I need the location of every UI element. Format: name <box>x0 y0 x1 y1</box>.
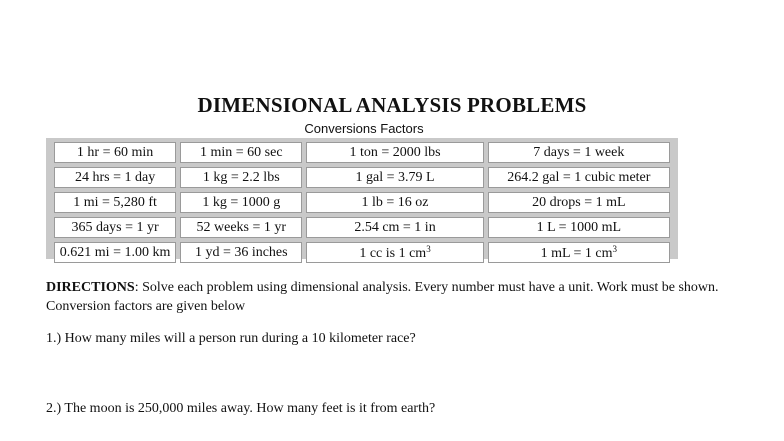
question-1: 1.) How many miles will a person run during a 10 kilometer race? <box>46 331 416 346</box>
table-cell: 1 yd = 36 inches <box>180 242 302 263</box>
table-cell: 1 kg = 2.2 lbs <box>180 167 302 188</box>
directions-paragraph <box>46 278 736 316</box>
table-cell: 1 gal = 3.79 L <box>306 167 483 188</box>
cell-text: 1 cc is 1 cm <box>359 245 427 261</box>
table-cell <box>488 242 670 263</box>
table-subtitle: Conversions Factors <box>304 121 424 136</box>
table-cell: 1 min = 60 sec <box>180 142 302 163</box>
table-row <box>54 217 670 238</box>
question-2: 2.) The moon is 250,000 miles away. How many feet is it from earth? <box>46 401 436 416</box>
table-cell: 1 ton = 2000 lbs <box>306 142 483 163</box>
table-cell: 0.621 mi = 1.00 km <box>54 242 176 263</box>
table-cell: 2.54 cm = 1 in <box>306 217 483 238</box>
table-cell: 24 hrs = 1 day <box>54 167 176 188</box>
table-cell: 7 days = 1 week <box>488 142 670 163</box>
table-row <box>54 167 670 188</box>
table-cell: 20 drops = 1 mL <box>488 192 670 213</box>
directions-text: : Solve each problem using dimensional analysis. Every number must have a unit. Work must be shown. Conversion factors are given below <box>46 280 719 314</box>
superscript: 3 <box>612 243 618 254</box>
table-row <box>54 192 670 213</box>
table-cell: 365 days = 1 yr <box>54 217 176 238</box>
table-row <box>54 242 670 263</box>
conversion-table <box>46 138 678 259</box>
table-cell: 1 lb = 16 oz <box>306 192 483 213</box>
table-cell <box>306 242 483 263</box>
table-cell: 264.2 gal = 1 cubic meter <box>488 167 670 188</box>
cell-text: 1 mL = 1 cm <box>540 245 613 261</box>
table-row <box>54 142 670 163</box>
table-cell: 1 mi = 5,280 ft <box>54 192 176 213</box>
table-cell: 1 L = 1000 mL <box>488 217 670 238</box>
page-title: DIMENSIONAL ANALYSIS PROBLEMS <box>197 93 587 117</box>
table-cell: 1 kg = 1000 g <box>180 192 302 213</box>
table-cell: 1 hr = 60 min <box>54 142 176 163</box>
directions-label: DIRECTIONS <box>46 280 135 295</box>
table-cell: 52 weeks = 1 yr <box>180 217 302 238</box>
superscript: 3 <box>426 243 431 254</box>
